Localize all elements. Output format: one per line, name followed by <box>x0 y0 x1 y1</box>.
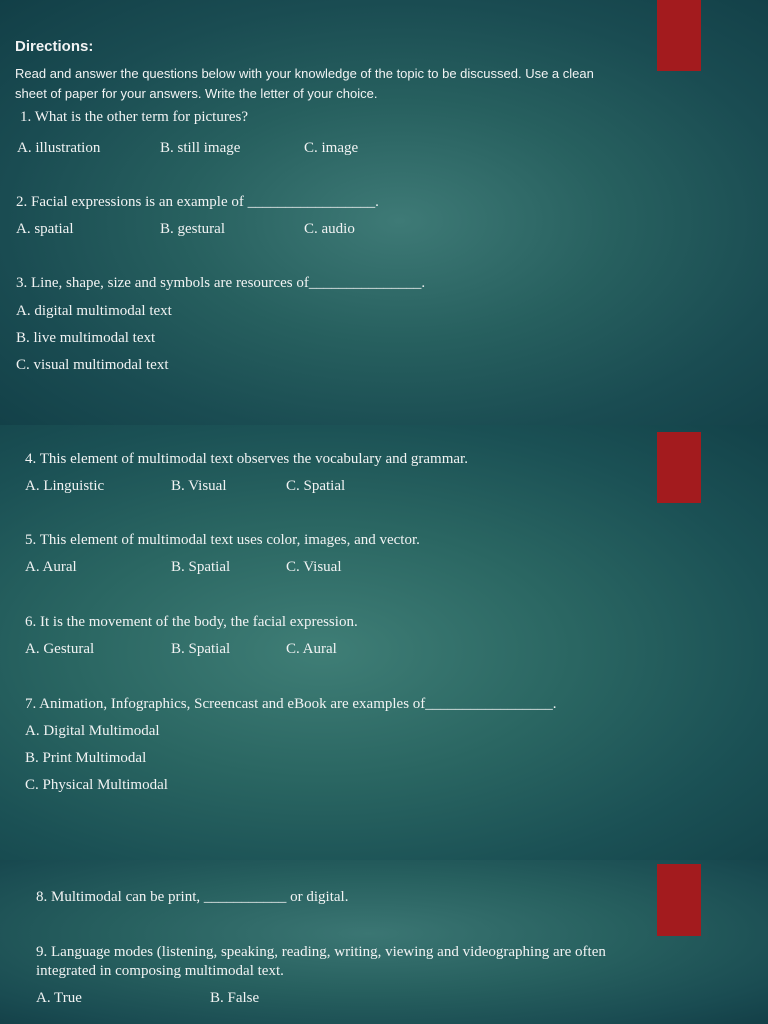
question-2: 2. Facial expressions is an example of _________________. <box>16 194 379 210</box>
q1-option-c: C. image <box>304 140 359 156</box>
question-3: 3. Line, shape, size and symbols are resources of_______________. <box>16 275 426 291</box>
q1-option-a: A. illustration <box>17 140 101 156</box>
q2-option-b: B. gestural <box>160 221 225 237</box>
q2-option-c: C. audio <box>304 221 355 237</box>
q5-option-b: B. Spatial <box>171 559 231 575</box>
question-9-line-2: integrated in composing multimodal text. <box>36 963 284 979</box>
q6-option-b: B. Spatial <box>171 641 231 657</box>
q5-option-c: C. Visual <box>286 559 342 575</box>
q7-option-b: B. Print Multimodal <box>25 750 147 766</box>
slide-panel-3 <box>0 860 768 1024</box>
question-9-line-1: 9. Language modes (listening, speaking, reading, writing, viewing and videographing are often <box>36 944 606 960</box>
question-5: 5. This element of multimodal text uses color, images, and vector. <box>25 532 420 548</box>
q3-option-b: B. live multimodal text <box>16 330 156 346</box>
q7-option-c: C. Physical Multimodal <box>25 777 168 793</box>
accent-bar <box>657 0 701 71</box>
slide-panel-2 <box>0 425 768 860</box>
question-1: 1. What is the other term for pictures? <box>20 109 248 125</box>
q2-option-a: A. spatial <box>16 221 74 237</box>
directions-title: Directions: <box>15 38 94 55</box>
q7-option-a: A. Digital Multimodal <box>25 723 160 739</box>
accent-bar <box>657 432 701 503</box>
q5-option-a: A. Aural <box>25 559 77 575</box>
directions-line-2: sheet of paper for your answers. Write the letter of your choice. <box>15 86 378 101</box>
q3-option-c: C. visual multimodal text <box>16 357 169 373</box>
q6-option-a: A. Gestural <box>25 641 95 657</box>
q4-option-b: B. Visual <box>171 478 227 494</box>
q3-option-a: A. digital multimodal text <box>16 303 172 319</box>
q6-option-c: C. Aural <box>286 641 337 657</box>
question-7: 7. Animation, Infographics, Screencast and eBook are examples of_________________. <box>25 696 557 712</box>
q1-option-b: B. still image <box>160 140 241 156</box>
q4-option-c: C. Spatial <box>286 478 346 494</box>
question-8: 8. Multimodal can be print, ___________ or digital. <box>36 889 349 905</box>
q9-option-a: A. True <box>36 990 82 1006</box>
q4-option-a: A. Linguistic <box>25 478 105 494</box>
question-6: 6. It is the movement of the body, the facial expression. <box>25 614 358 630</box>
q9-option-b: B. False <box>210 990 260 1006</box>
accent-bar <box>657 864 701 936</box>
slide-panel-1 <box>0 0 768 425</box>
question-4: 4. This element of multimodal text observes the vocabulary and grammar. <box>25 451 468 467</box>
directions-line-1: Read and answer the questions below with your knowledge of the topic to be discussed. Use a clean <box>15 66 594 81</box>
